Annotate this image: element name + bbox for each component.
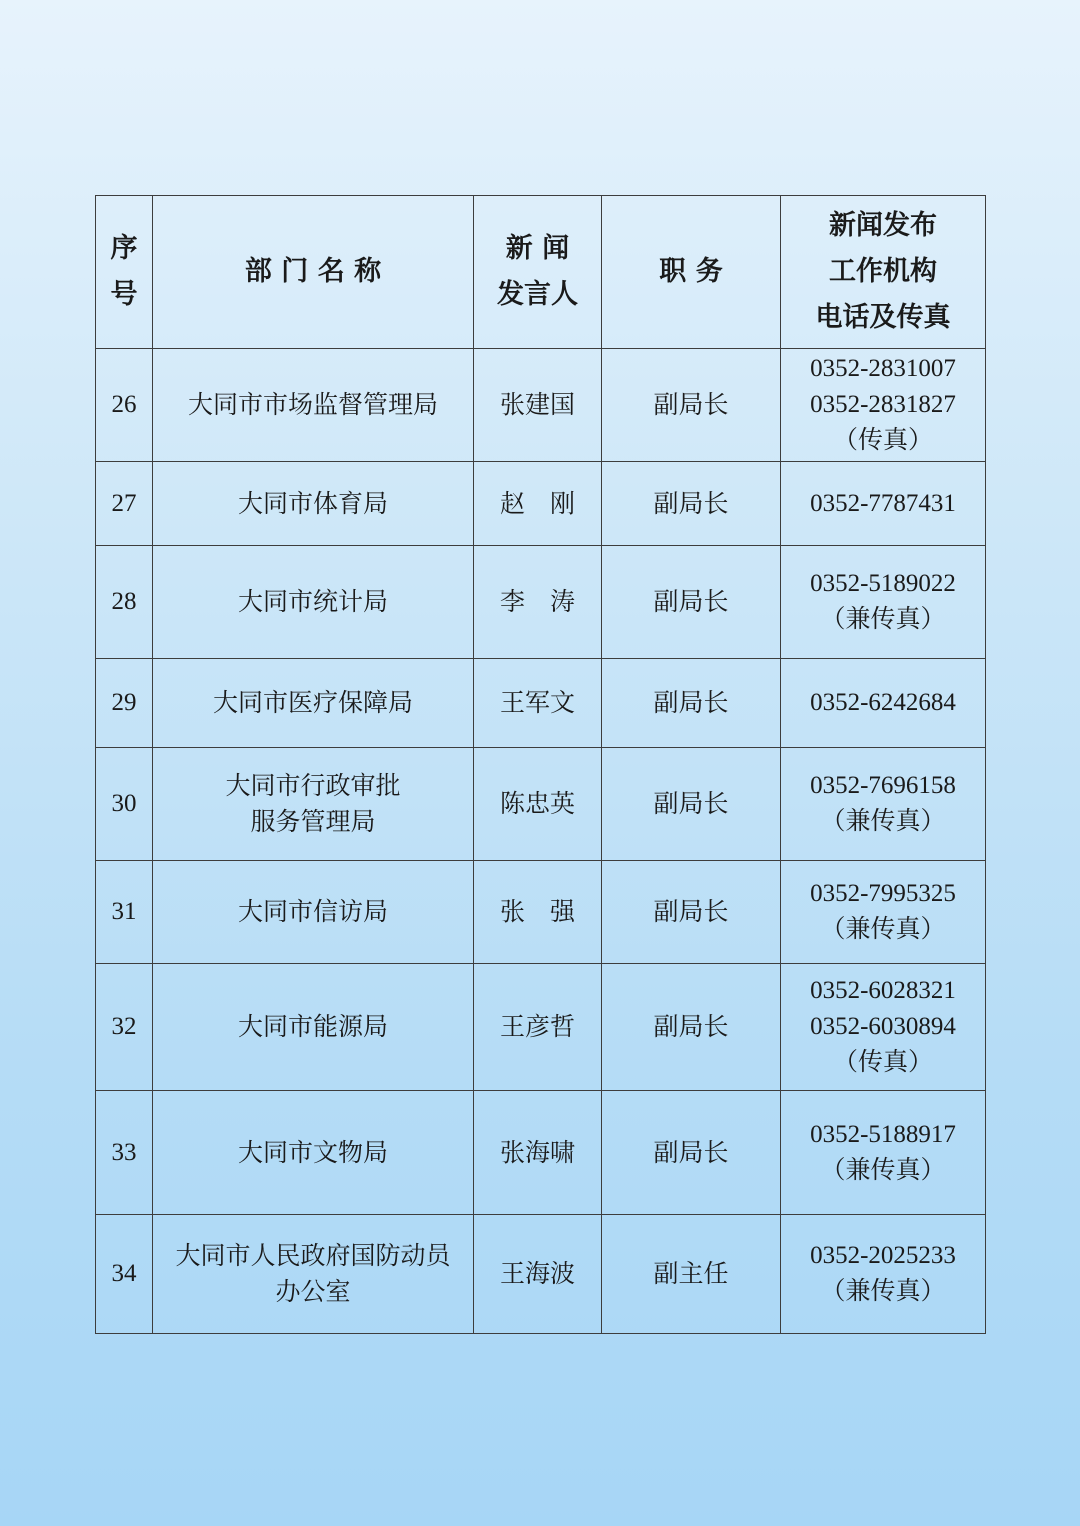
dept-cell bbox=[153, 861, 474, 964]
seq-cell: 29 bbox=[96, 659, 153, 748]
table-row bbox=[96, 748, 986, 861]
seq-cell: 32 bbox=[96, 964, 153, 1091]
header-seq bbox=[96, 196, 153, 349]
phone-line: 0352-2831007 bbox=[810, 355, 956, 382]
seq-cell: 30 bbox=[96, 748, 153, 861]
position-cell: 副局长 bbox=[602, 659, 781, 748]
phone-cell bbox=[781, 462, 986, 546]
table-row bbox=[96, 1215, 986, 1334]
dept-cell bbox=[153, 748, 474, 861]
phone-line: （兼传真） bbox=[820, 1278, 946, 1305]
header-office-line-3: 电话及传真 bbox=[815, 302, 951, 333]
header-office bbox=[781, 196, 986, 349]
header-dept bbox=[153, 196, 474, 349]
phone-line: 0352-7787431 bbox=[810, 489, 956, 517]
phone-cell bbox=[781, 349, 986, 462]
table-row bbox=[96, 964, 986, 1091]
header-speaker bbox=[474, 196, 602, 349]
table-body bbox=[96, 349, 986, 1334]
dept-cell bbox=[153, 1215, 474, 1334]
seq-cell: 28 bbox=[96, 546, 153, 659]
phone-line: 0352-7995325 bbox=[810, 880, 956, 907]
phone-cell bbox=[781, 1215, 986, 1334]
spokesperson-name-cell: 张 强 bbox=[474, 861, 602, 964]
header-office-line-2: 工作机构 bbox=[829, 256, 937, 287]
table-row bbox=[96, 861, 986, 964]
phone-line: 0352-5189022 bbox=[810, 570, 956, 597]
position-cell: 副局长 bbox=[602, 964, 781, 1091]
dept-name-line: 大同市文物局 bbox=[237, 1137, 388, 1167]
table-row bbox=[96, 1091, 986, 1215]
header-position-label: 职 务 bbox=[659, 256, 723, 287]
header-speaker-line-1: 新 闻 bbox=[505, 233, 570, 264]
dept-cell bbox=[153, 546, 474, 659]
seq-cell: 34 bbox=[96, 1215, 153, 1334]
dept-cell bbox=[153, 462, 474, 546]
phone-line: （兼传真） bbox=[820, 1156, 946, 1184]
position-cell: 副局长 bbox=[602, 861, 781, 964]
phone-cell bbox=[781, 1091, 986, 1215]
header-dept-label: 部 门 名 称 bbox=[244, 256, 382, 287]
phone-line: 0352-2025233 bbox=[810, 1242, 956, 1269]
table-row bbox=[96, 546, 986, 659]
dept-name-line: 大同市行政审批 bbox=[225, 771, 401, 800]
phone-line: （兼传真） bbox=[820, 808, 946, 835]
spokesperson-table bbox=[95, 195, 986, 1334]
dept-name-line: 大同市人民政府国防动员 bbox=[175, 1241, 451, 1270]
dept-name-line: 大同市市场监督管理局 bbox=[187, 390, 438, 419]
spokesperson-name-cell: 王彦哲 bbox=[474, 964, 602, 1091]
position-cell: 副局长 bbox=[602, 748, 781, 861]
spokesperson-name-cell: 王海波 bbox=[474, 1215, 602, 1334]
spokesperson-name-cell: 李 涛 bbox=[474, 546, 602, 659]
phone-line: （兼传真） bbox=[820, 606, 946, 633]
position-cell: 副主任 bbox=[602, 1215, 781, 1334]
phone-line: 0352-2831827 bbox=[810, 391, 956, 418]
phone-cell bbox=[781, 748, 986, 861]
spokesperson-name-cell: 赵 刚 bbox=[474, 462, 602, 546]
dept-name-line: 大同市统计局 bbox=[237, 587, 388, 616]
phone-line: 0352-6028321 bbox=[810, 977, 956, 1004]
spokesperson-name-cell: 王军文 bbox=[474, 659, 602, 748]
spokesperson-table-container bbox=[95, 195, 985, 1334]
dept-name-line: 服务管理局 bbox=[250, 807, 376, 836]
dept-cell bbox=[153, 1091, 474, 1215]
spokesperson-name-cell: 陈忠英 bbox=[474, 748, 602, 861]
dept-name-line: 办公室 bbox=[275, 1277, 351, 1306]
seq-cell: 27 bbox=[96, 462, 153, 546]
phone-cell bbox=[781, 861, 986, 964]
table-row bbox=[96, 349, 986, 462]
seq-cell: 31 bbox=[96, 861, 153, 964]
table-row bbox=[96, 659, 986, 748]
dept-name-line: 大同市体育局 bbox=[237, 488, 388, 518]
dept-cell bbox=[153, 964, 474, 1091]
table-header-row bbox=[96, 196, 986, 349]
spokesperson-name-cell: 张建国 bbox=[474, 349, 602, 462]
seq-cell: 26 bbox=[96, 349, 153, 462]
phone-line: 0352-6242684 bbox=[810, 689, 956, 716]
position-cell: 副局长 bbox=[602, 1091, 781, 1215]
phone-line: 0352-5188917 bbox=[810, 1120, 956, 1148]
header-position bbox=[602, 196, 781, 349]
dept-cell bbox=[153, 349, 474, 462]
phone-line: （传真） bbox=[832, 1049, 933, 1076]
spokesperson-name-cell: 张海啸 bbox=[474, 1091, 602, 1215]
position-cell: 副局长 bbox=[602, 349, 781, 462]
phone-cell bbox=[781, 659, 986, 748]
header-seq-line-2: 号 bbox=[110, 279, 138, 310]
table-row bbox=[96, 462, 986, 546]
seq-cell: 33 bbox=[96, 1091, 153, 1215]
position-cell: 副局长 bbox=[602, 546, 781, 659]
dept-name-line: 大同市能源局 bbox=[237, 1012, 388, 1041]
header-office-line-1: 新闻发布 bbox=[829, 210, 937, 241]
phone-line: （传真） bbox=[832, 427, 933, 454]
phone-cell bbox=[781, 964, 986, 1091]
phone-line: 0352-6030894 bbox=[810, 1013, 956, 1040]
dept-name-line: 大同市医疗保障局 bbox=[212, 688, 413, 717]
header-seq-line-1: 序 bbox=[110, 233, 138, 264]
position-cell: 副局长 bbox=[602, 462, 781, 546]
phone-cell bbox=[781, 546, 986, 659]
phone-line: 0352-7696158 bbox=[810, 772, 956, 799]
dept-name-line: 大同市信访局 bbox=[237, 897, 388, 926]
dept-cell bbox=[153, 659, 474, 748]
phone-line: （兼传真） bbox=[820, 916, 946, 943]
header-speaker-line-2: 发言人 bbox=[497, 279, 578, 310]
